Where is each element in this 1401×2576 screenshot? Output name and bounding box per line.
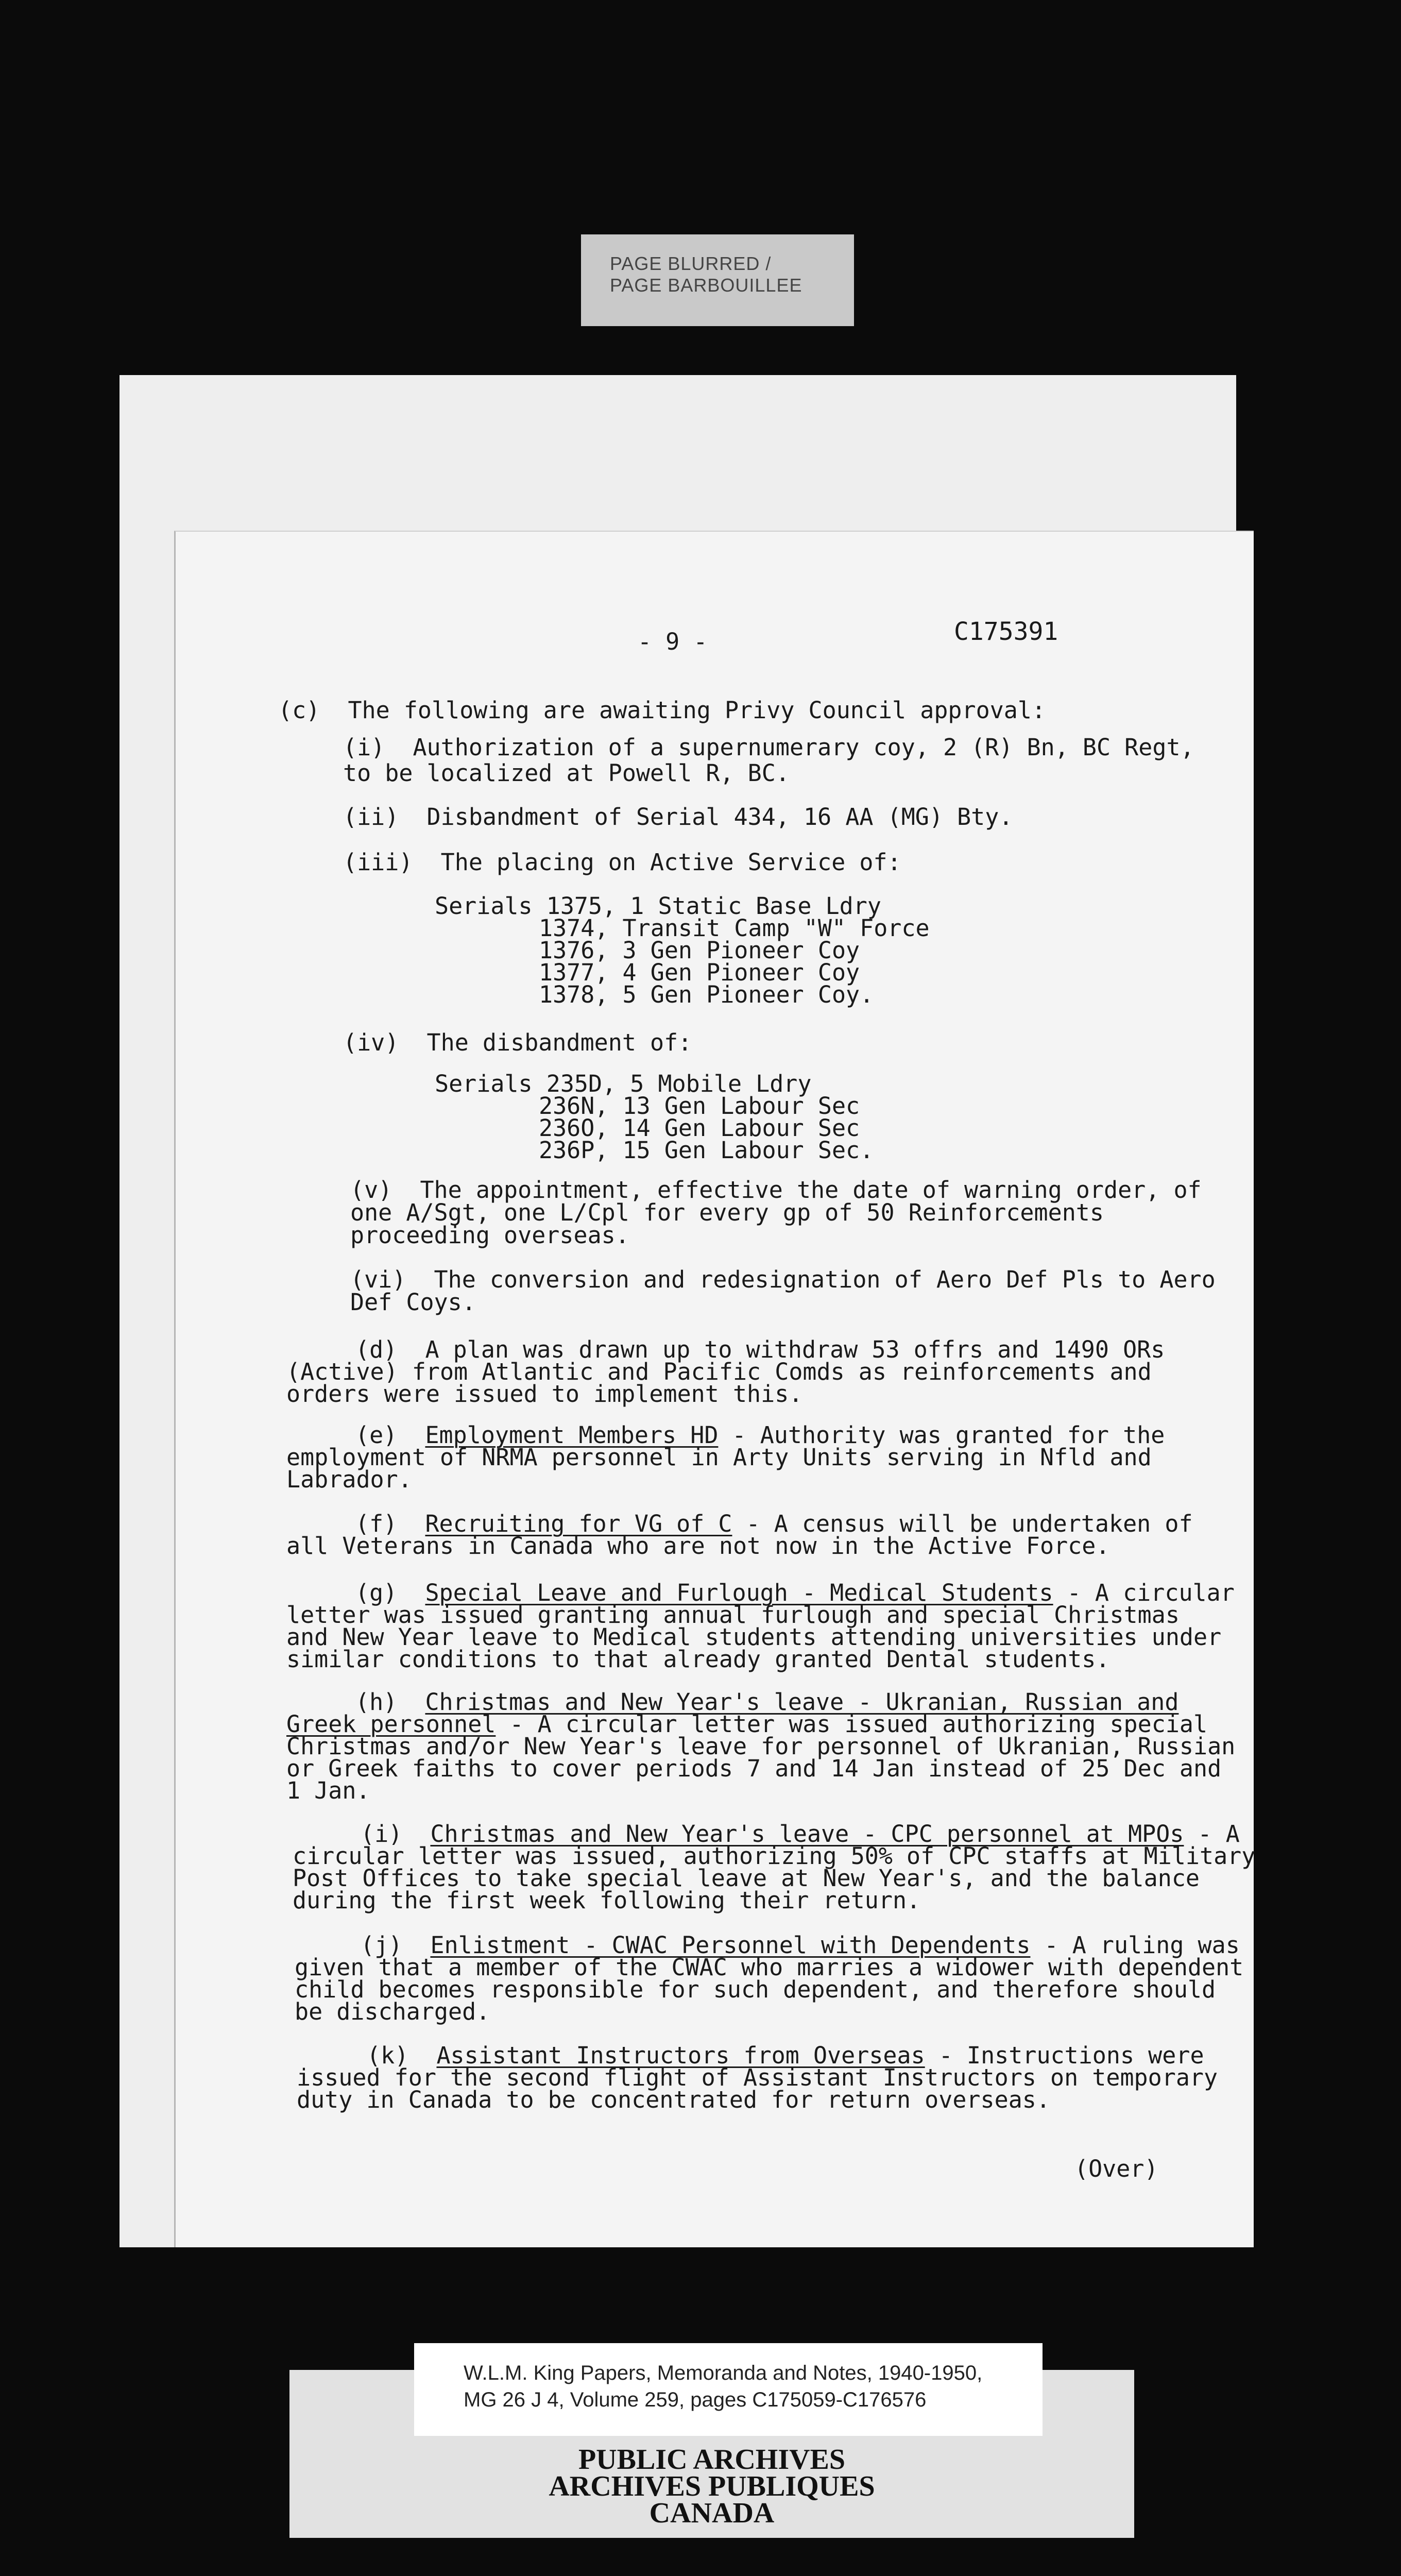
section-j-label: (j) (361, 1931, 431, 1959)
item-vi-line2: Def Coys. (350, 1289, 476, 1316)
section-h-line4: or Greek faiths to cover periods 7 and 14 Jan instead of 25 Dec and (286, 1755, 1222, 1782)
section-i-heading: Christmas and New Year's leave - CPC personnel at MPOs (430, 1820, 1184, 1848)
item-iii: (iii) The placing on Active Service of: (343, 849, 901, 876)
section-c-heading: (c) The following are awaiting Privy Council approval: (278, 697, 1046, 724)
section-d-line1: (d) A plan was drawn up to withdraw 53 offrs and 1490 ORs (355, 1336, 1165, 1363)
serials-iii-line1: Serials 1375, 1 Static Base Ldry (435, 892, 881, 920)
document-number: C175391 (954, 617, 1058, 646)
section-f-label: (f) (355, 1510, 425, 1537)
section-h-text: - A circular letter was issued authorizing special (496, 1710, 1208, 1738)
section-h-heading: Christmas and New Year's leave - Ukranian, Russian and (425, 1688, 1179, 1716)
section-k-heading: Assistant Instructors from Overseas (436, 2042, 925, 2069)
section-i-label: (i) (361, 1820, 431, 1848)
item-v-line2: one A/Sgt, one L/Cpl for every gp of 50 Reinforcements (350, 1199, 1104, 1226)
archive-stamp (289, 2446, 1134, 2527)
item-i-line2: to be localized at Powell R, BC. (343, 759, 790, 787)
section-i-line4: during the first week following their return. (293, 1887, 921, 1914)
blurred-notice-english: PAGE BLURRED / (610, 253, 772, 274)
section-d-line2: (Active) from Atlantic and Pacific Comds as reinforcements and (286, 1358, 1152, 1385)
stamp-line3: CANADA (649, 2497, 775, 2529)
section-f-text: - A census will be undertaken of (732, 1510, 1193, 1537)
section-i-line2: circular letter was issued, authorizing 50% of CPC staffs at Military (293, 1842, 1256, 1870)
section-k-label: (k) (367, 2042, 437, 2069)
section-h-heading-cont: Greek personnel (286, 1710, 496, 1738)
stamp-line2: ARCHIVES PUBLIQUES (549, 2470, 875, 2502)
section-g-line3: and New Year leave to Medical students attending universities under (286, 1623, 1222, 1651)
section-j-line4: be discharged. (295, 1998, 490, 2025)
section-j-text: - A ruling was (1030, 1931, 1240, 1959)
serials-iv-line2: 236N, 13 Gen Labour Sec (539, 1092, 860, 1120)
section-g-line4: similar conditions to that already granted Dental students. (286, 1646, 1110, 1673)
section-h-label: (h) (355, 1688, 425, 1716)
section-j-line3: child becomes responsible for such dependent, and therefore should (295, 1976, 1216, 2003)
section-h-line5: 1 Jan. (286, 1777, 370, 1804)
serials-iv-line4: 236P, 15 Gen Labour Sec. (539, 1137, 874, 1164)
serials-iv-line1: Serials 235D, 5 Mobile Ldry (435, 1070, 812, 1097)
section-j-heading: Enlistment - CWAC Personnel with Dependents (430, 1931, 1031, 1959)
section-d-line3: orders were issued to implement this. (286, 1380, 803, 1408)
serials-iii-line2: 1374, Transit Camp "W" Force (539, 914, 930, 942)
section-k-text: - Instructions were (925, 2042, 1204, 2069)
item-vi-line1: (vi) The conversion and redesignation of Aero Def Pls to Aero (350, 1266, 1216, 1293)
section-f-heading: Recruiting for VG of C (425, 1510, 732, 1537)
section-h-line3: Christmas and/or New Year's leave for personnel of Ukranian, Russian (286, 1733, 1236, 1760)
serials-iii-line3: 1376, 3 Gen Pioneer Coy (539, 937, 860, 964)
section-f-line2: all Veterans in Canada who are not now in the Active Force. (286, 1532, 1110, 1560)
section-e-heading: Employment Members HD (425, 1421, 719, 1449)
over-note: (Over) (1074, 2155, 1158, 2182)
section-j-line2: given that a member of the CWAC who marries a widower with dependent (295, 1954, 1244, 1981)
item-v-line1: (v) The appointment, effective the date of warning order, of (350, 1176, 1202, 1204)
page-blurred-notice (581, 234, 854, 326)
archive-caption (414, 2343, 1043, 2436)
section-k-line3: duty in Canada to be concentrated for return overseas. (297, 2086, 1050, 2113)
item-iv: (iv) The disbandment of: (343, 1029, 692, 1056)
section-i-line3: Post Offices to take special leave at New Year's, and the balance (293, 1865, 1200, 1892)
item-ii: (ii) Disbandment of Serial 434, 16 AA (MG) Bty. (343, 803, 1013, 831)
serials-iii-line5: 1378, 5 Gen Pioneer Coy. (539, 981, 874, 1008)
section-g-text: - A circular (1053, 1579, 1235, 1606)
item-i-line1: (i) Authorization of a supernumerary coy, 2 (R) Bn, BC Regt, (343, 734, 1194, 761)
section-i-text: - A (1184, 1820, 1240, 1848)
section-k-line2: issued for the second flight of Assistant Instructors on temporary (297, 2064, 1218, 2091)
section-g-heading: Special Leave and Furlough - Medical Students (425, 1579, 1053, 1606)
blurred-notice-french: PAGE BARBOUILLEE (610, 275, 802, 296)
caption-line1: W.L.M. King Papers, Memoranda and Notes, 1940-1950, (464, 2362, 983, 2384)
serials-iii-line4: 1377, 4 Gen Pioneer Coy (539, 959, 860, 986)
section-e-line2: employment of NRMA personnel in Arty Units serving in Nfld and (286, 1444, 1152, 1471)
section-e-text: - Authority was granted for the (718, 1421, 1165, 1449)
caption-line2: MG 26 J 4, Volume 259, pages C175059-C176576 (464, 2388, 927, 2411)
section-g-label: (g) (355, 1579, 425, 1606)
section-e-line3: Labrador. (286, 1466, 412, 1493)
item-v-line3: proceeding overseas. (350, 1222, 629, 1249)
stamp-line1: PUBLIC ARCHIVES (578, 2444, 846, 2476)
page-number: - 9 - (638, 628, 708, 655)
section-g-line2: letter was issued granting annual furlough and special Christmas (286, 1601, 1180, 1629)
section-e-label: (e) (355, 1421, 425, 1449)
serials-iv-line3: 236O, 14 Gen Labour Sec (539, 1114, 860, 1142)
